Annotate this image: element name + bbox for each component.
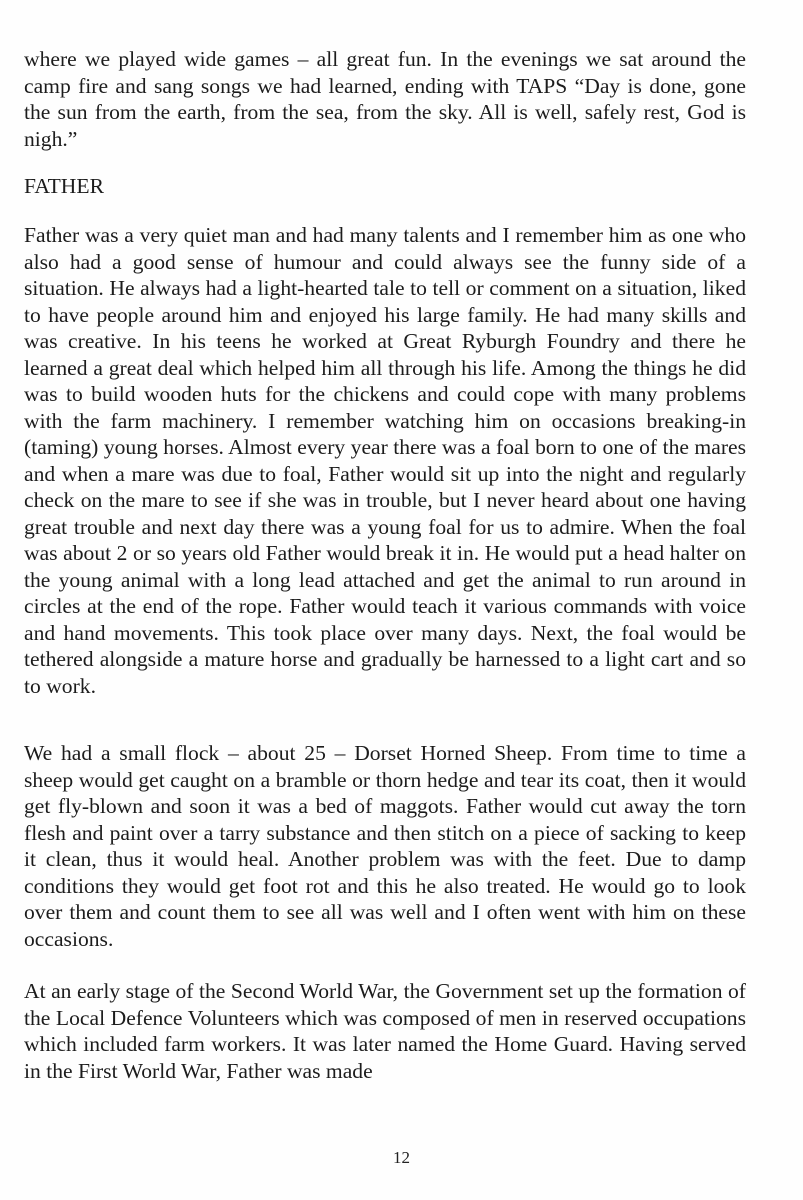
page-number: 12: [393, 1148, 410, 1167]
section-heading: FATHER: [24, 174, 104, 198]
paragraph-sheep: We had a small flock – about 25 – Dorset Horned Sheep. From time to time a sheep would get caught on a bramble or thorn hedge and tear its coat, then it would get fly-blown and soon it was a bed of maggots. Father would cut away the torn flesh and paint over a tarry substance and then stitch on a piece of sacking to keep it clean, thus it would heal. Another problem was with the feet. Due to damp conditions they would get foot rot and this he also treated. He would go to look over them and count them to see all was well and I often went with him on these occasions.: [24, 741, 746, 951]
paragraph-home-guard: At an early stage of the Second World War, the Government set up the formation of the Local Defence Volunteers which was composed of men in reserved occupations which included farm workers. It was later named the Home Guard. Having served in the First World War, Father was made: [24, 979, 746, 1083]
paragraph-camp-games: where we played wide games – all great fun. In the evenings we sat around the camp fire and sang songs we had learned, ending with TAPS “Day is done, gone the sun from the earth, from the sea, from the sky. All is well, safely rest, God is nigh.”: [24, 47, 746, 151]
paragraph-father: Father was a very quiet man and had many talents and I remember him as one who also had a good sense of humour and could always see the funny side of a situation. He always had a light-hearted tale to tell or comment on a situation, liked to have people around him and enjoyed his large family. He had many skills and was creative. In his teens he worked at Great Ryburgh Foundry and there he learned a great deal which helped him all through his life. Among the things he did was to build wooden huts for the chickens and could cope with many problems with the farm machinery. I remember watching him on occasions breaking-in (taming) young horses. Almost every year there was a foal born to one of the mares and when a mare was due to foal, Father would sit up into the night and regularly check on the mare to see if she was in trouble, but I never heard about one having great trouble and next day there was a young foal for us to admire. When the foal was about 2 or so years old Father would break it in. He would put a head halter on the young animal with a long lead attached and get the animal to run around in circles at the end of the rope. Father would teach it various commands with voice and hand movements. This took place over many days. Next, the foal would be tethered alongside a mature horse and gradually be harnessed to a light cart and so to work.: [24, 223, 746, 698]
